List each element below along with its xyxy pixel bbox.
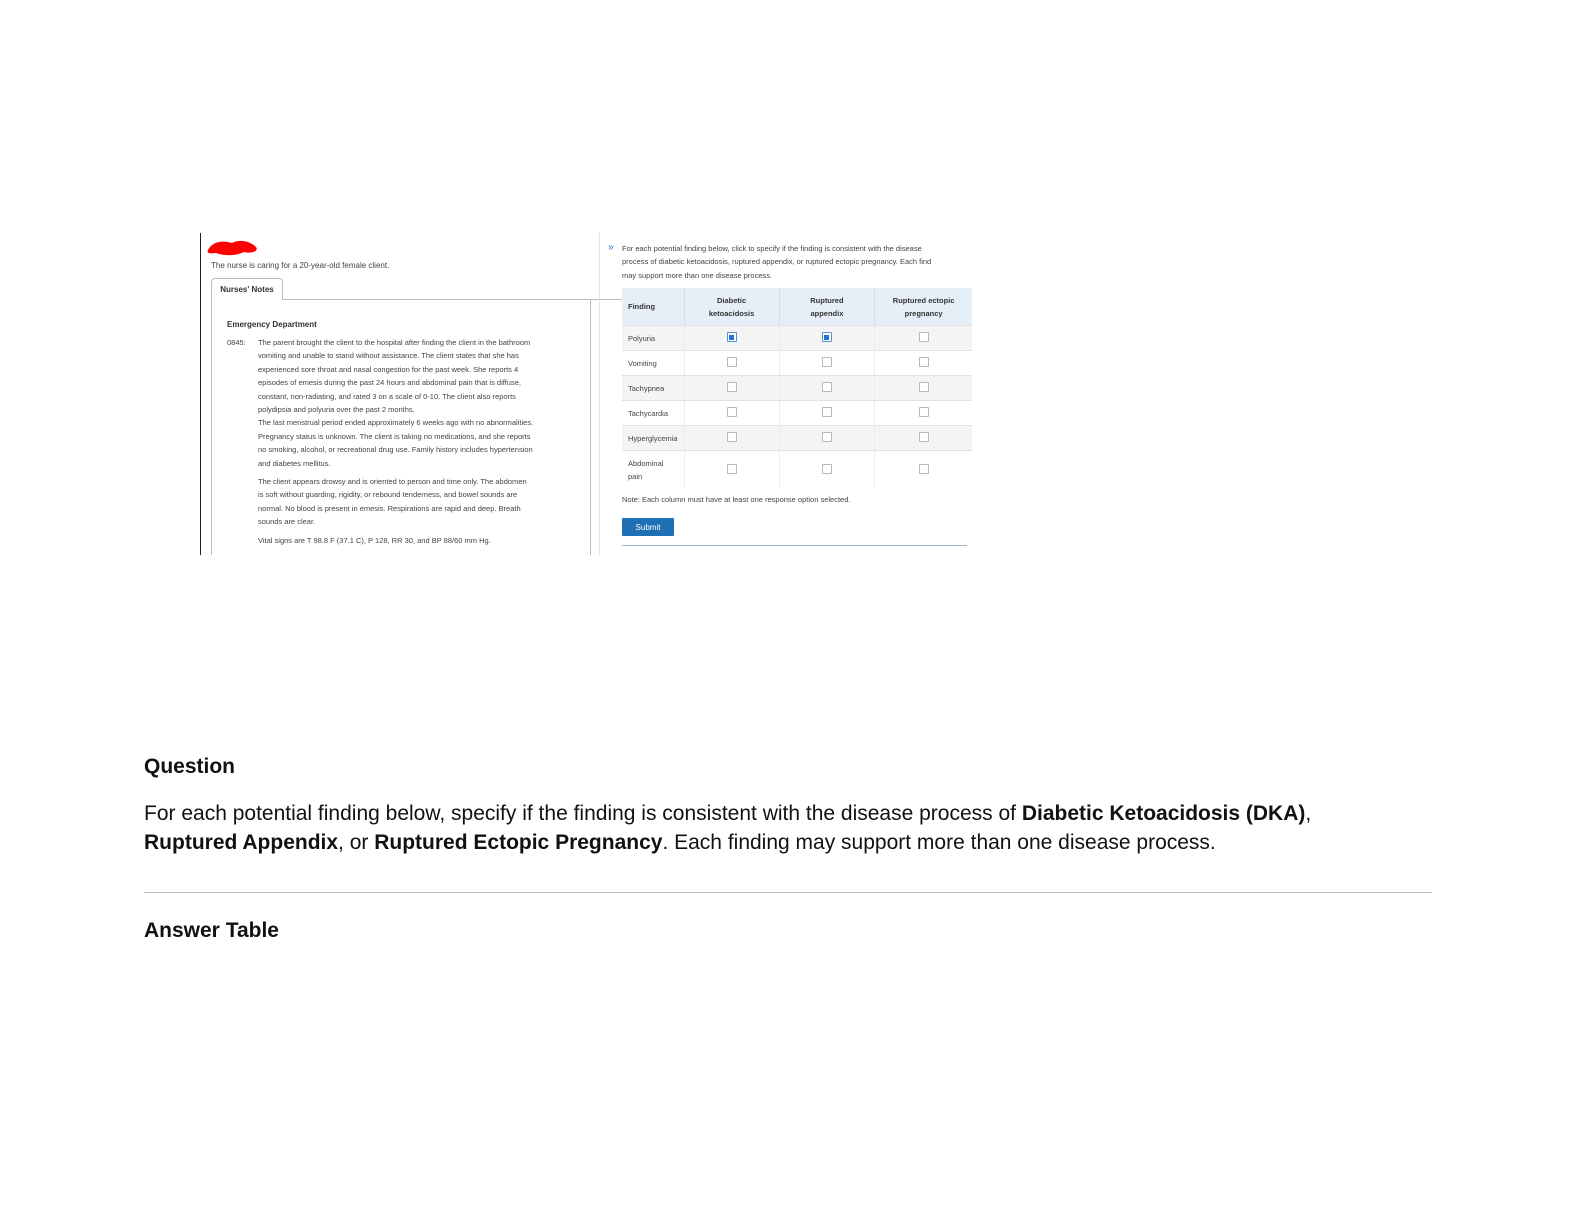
question-panel	[606, 233, 981, 555]
checkbox[interactable]	[727, 407, 737, 417]
submit-button[interactable]: Submit	[622, 518, 674, 536]
checkbox[interactable]	[822, 332, 832, 342]
note-line: Vital signs are T 98.8 F (37.1 C), P 128, RR 30, and BP 88/60 mm Hg.	[258, 536, 491, 545]
nurses-notes-panel	[212, 300, 590, 555]
question-emphasis-dka: Diabetic Ketoacidosis (DKA)	[1021, 802, 1306, 825]
checkbox[interactable]	[919, 382, 929, 392]
instruction-line: process of diabetic ketoacidosis, ruptured appendix, or ruptured ectopic pregnancy. Each find	[622, 257, 932, 267]
table-row	[622, 451, 972, 489]
cell-dka	[684, 451, 779, 489]
checkbox[interactable]	[822, 407, 832, 417]
finding-label: Polyuria	[622, 326, 684, 351]
cell-appendix	[779, 326, 875, 351]
cell-ectopic	[875, 401, 972, 426]
note-paragraph-1	[258, 336, 570, 470]
cell-ectopic	[875, 351, 972, 376]
cell-appendix	[779, 376, 875, 401]
checkbox[interactable]	[822, 382, 832, 392]
checkbox[interactable]	[727, 332, 737, 342]
checkbox[interactable]	[822, 357, 832, 367]
table-row	[622, 351, 972, 376]
instruction-line: may support more than one disease process.	[622, 270, 773, 280]
note-time: 0845:	[227, 338, 246, 347]
cell-appendix	[779, 401, 875, 426]
table-row	[622, 401, 972, 426]
cell-ectopic	[875, 326, 972, 351]
finding-label: Tachypnea	[622, 376, 684, 401]
cell-appendix	[779, 351, 875, 376]
cell-dka	[684, 426, 779, 451]
cell-dka	[684, 351, 779, 376]
redaction-scribble-icon	[204, 236, 260, 258]
question-heading: Question	[144, 755, 236, 778]
note-line: The parent brought the client to the hospital after finding the client in the bathroom	[258, 338, 531, 347]
note-line: constant, non-radiating, and rated 3 on a scale of 0-10. The client also reports	[258, 391, 516, 401]
checkbox[interactable]	[919, 432, 929, 442]
question-text	[144, 799, 1384, 857]
column-header-ectopic: Ruptured ectopic pregnancy	[875, 288, 972, 326]
note-line: The client appears drowsy and is oriented to person and time only. The abdomen	[258, 477, 527, 486]
note-paragraph-3	[258, 534, 570, 547]
question-segment: . Each finding may support more than one disease process.	[662, 831, 1216, 854]
finding-label: Hyperglycemia	[622, 426, 684, 451]
question-segment: For each potential finding below, specify if the finding is consistent with the disease process of	[144, 802, 1022, 825]
column-header-dka: Diabetic ketoacidosis	[684, 288, 779, 326]
checkbox[interactable]	[919, 407, 929, 417]
cell-ectopic	[875, 426, 972, 451]
cell-appendix	[779, 426, 875, 451]
question-emphasis-appendix: Ruptured Appendix	[144, 831, 339, 854]
table-row	[622, 426, 972, 451]
table-row	[622, 376, 972, 401]
note-line: Pregnancy status is unknown. The client is taking no medications, and she reports	[258, 431, 531, 441]
cell-dka	[684, 401, 779, 426]
instruction-line: For each potential finding below, click to specify if the finding is consistent with the disease	[622, 244, 922, 253]
checkbox[interactable]	[822, 464, 832, 474]
question-segment: ,	[1305, 802, 1312, 825]
note-line: experienced sore throat and nasal congestion for the past week. She reports 4	[258, 364, 519, 374]
answer-table-heading: Answer Table	[144, 919, 279, 942]
note-line: polydipsia and polyuria over the past 2 months.	[258, 405, 415, 415]
table-row	[622, 326, 972, 351]
cell-ectopic	[875, 376, 972, 401]
checkbox[interactable]	[727, 357, 737, 367]
note-line: is soft without guarding, rigidity, or rebound tenderness, and bowel sounds are	[258, 490, 518, 500]
cell-appendix	[779, 451, 875, 489]
note-line: The last menstrual period ended approximately 6 weeks ago with no abnormalities.	[258, 418, 534, 428]
question-segment: , or	[338, 831, 375, 854]
checkbox[interactable]	[727, 382, 737, 392]
finding-label: Vomiting	[622, 351, 684, 376]
column-header-finding: Finding	[622, 288, 684, 326]
cell-dka	[684, 376, 779, 401]
panel-bottom-border	[622, 545, 967, 546]
finding-label: Abdominal pain	[622, 451, 684, 489]
cell-ectopic	[875, 451, 972, 489]
selection-note: Note: Each column must have at least one response option selected.	[622, 495, 851, 504]
checkbox[interactable]	[822, 432, 832, 442]
department-heading: Emergency Department	[227, 320, 317, 329]
note-line: and diabetes mellitus.	[258, 458, 331, 468]
case-intro: The nurse is caring for a 20-year-old female client.	[211, 261, 390, 270]
note-line: episodes of emesis during the past 24 hours and abdominal pain that is diffuse,	[258, 378, 521, 388]
checkbox[interactable]	[727, 464, 737, 474]
cell-dka	[684, 326, 779, 351]
checkbox[interactable]	[919, 332, 929, 342]
tab-nurses-notes[interactable]: Nurses' Notes	[211, 278, 283, 300]
note-line: vomiting and unable to stand without assistance. The client states that she has	[258, 351, 519, 361]
checkbox[interactable]	[919, 357, 929, 367]
question-emphasis-ectopic: Ruptured Ectopic Pregnancy	[374, 831, 663, 854]
embedded-screenshot	[200, 233, 981, 555]
note-line: normal. No blood is present in emesis. Respirations are rapid and deep. Breath	[258, 503, 521, 513]
findings-matrix	[622, 288, 972, 488]
instruction-text	[622, 242, 980, 282]
checkbox[interactable]	[727, 432, 737, 442]
matrix-header-row	[622, 288, 972, 326]
finding-label: Tachycardia	[622, 401, 684, 426]
checkbox[interactable]	[919, 464, 929, 474]
section-divider	[144, 892, 1432, 893]
chevron-right-icon: »	[608, 242, 614, 253]
note-paragraph-2	[258, 475, 570, 529]
column-header-appendix: Ruptured appendix	[779, 288, 875, 326]
note-line: sounds are clear.	[258, 517, 316, 527]
note-line: no smoking, alcohol, or recreational drug use. Family history includes hypertension	[258, 445, 533, 455]
panel-divider	[599, 233, 600, 555]
